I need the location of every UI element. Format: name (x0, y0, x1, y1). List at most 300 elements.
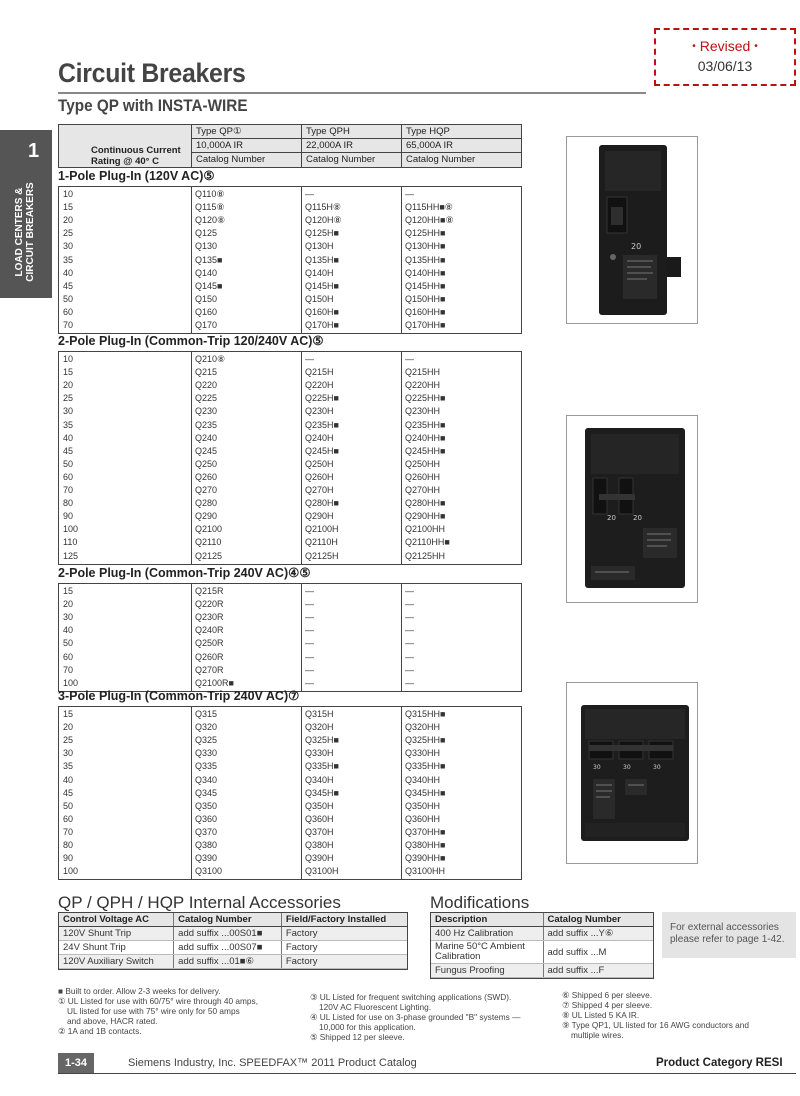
footer-category: Product Category RESI (656, 1057, 783, 1069)
catalog-number-cell: Q230R (195, 612, 224, 623)
catalog-number-cell: Q245 (195, 445, 218, 456)
catalog-number-cell: Q140HH■ (405, 267, 446, 278)
amp-rating-cell: 50 (63, 293, 74, 304)
catalog-number-cell: Q3100H (305, 866, 339, 877)
catalog-number-cell: Q250H (305, 458, 334, 469)
catalog-number-cell: — (305, 354, 314, 364)
table-row (59, 651, 521, 664)
catalog-number-cell: Q240H (305, 432, 334, 443)
catalog-number-cell: Q250 (195, 458, 218, 469)
amp-rating-cell: 90 (63, 853, 74, 864)
catalog-number-cell: Q290H (305, 511, 334, 522)
catalog-number-cell: — (305, 189, 314, 199)
catalog-number-cell: Q130HH■ (405, 241, 446, 252)
amp-rating-cell: 30 (63, 406, 74, 417)
table-row (59, 214, 521, 227)
catalog-number-cell: Q335H■ (305, 761, 339, 772)
acc-cell: add suffix ...00S01■ (174, 927, 282, 941)
catalog-number-cell: Q335 (195, 761, 218, 772)
catalog-number-cell: Q150HH■ (405, 293, 446, 304)
mod-cell: 400 Hz Calibration (431, 927, 543, 941)
catalog-number-cell: Q220 (195, 380, 218, 391)
table-row (59, 708, 521, 721)
footnote: ② 1A and 1B contacts. (58, 1026, 142, 1036)
amp-rating-cell: 110 (63, 537, 78, 548)
catalog-number-cell: Q215HH (405, 367, 441, 378)
catalog-number-cell: Q135■ (195, 254, 223, 265)
catalog-number-cell: Q160 (195, 306, 218, 317)
mod-cell: add suffix ...F (543, 964, 653, 978)
catalog-number-cell: Q135H■ (305, 254, 339, 265)
table-row (431, 927, 653, 941)
catalog-number-cell: Q325H■ (305, 735, 339, 746)
table-row (59, 664, 521, 677)
mod-header-description: Description (431, 913, 543, 927)
catalog-number-cell: Q220R (195, 599, 224, 610)
catalog-number-cell: Q115⑧ (195, 202, 225, 213)
catalog-number-cell: Q220H (305, 380, 334, 391)
catalog-number-cell: Q340HH (405, 774, 441, 785)
catalog-number-cell: Q150H (305, 293, 334, 304)
header-type-qp: Type QP① (196, 126, 242, 137)
catalog-number-cell: Q270H (305, 485, 334, 495)
catalog-number-cell: Q250R (195, 638, 224, 649)
two-pole-breaker-image (566, 415, 698, 603)
breaker-table (58, 186, 522, 334)
side-tab-text (2, 168, 48, 296)
header-type-qph: Type QPH (306, 126, 350, 137)
page-title: Circuit Breakers (58, 58, 246, 88)
footnote: and above, HACR rated. (67, 1016, 158, 1026)
catalog-number-cell: Q290HH■ (405, 511, 446, 522)
one-pole-rating-label: 20 (631, 242, 642, 251)
table-row (59, 188, 521, 201)
amp-rating-cell: 80 (63, 840, 74, 850)
table-row (59, 800, 521, 813)
catalog-number-cell: Q140 (195, 267, 218, 278)
amp-rating-cell: 60 (63, 651, 74, 662)
two-pole-rating-label-a: 20 (607, 514, 616, 522)
catalog-number-cell: Q250HH (405, 458, 441, 469)
footnote: ① UL Listed for use with 60/75° wire through 40 amps, (58, 996, 258, 1006)
catalog-number-cell: — (405, 586, 414, 596)
table-row (59, 585, 521, 598)
catalog-number-cell: Q245H■ (305, 445, 339, 456)
table-row (59, 774, 521, 787)
catalog-number-cell: Q330 (195, 748, 218, 759)
catalog-number-cell: Q2100H (305, 524, 339, 535)
table-row (59, 484, 521, 497)
amp-rating-cell: 50 (63, 458, 74, 469)
table-row (59, 353, 521, 366)
catalog-number-cell: Q350HH (405, 800, 441, 811)
catalog-number-cell: Q230HH (405, 406, 441, 417)
section-title: 2-Pole Plug-In (Common-Trip 240V AC)④⑤ (58, 566, 311, 580)
catalog-number-cell: Q160H■ (305, 306, 339, 317)
amp-rating-cell: 45 (63, 280, 74, 291)
table-row (431, 941, 653, 964)
table-row (59, 747, 521, 760)
table-row (59, 254, 521, 267)
amp-rating-cell: 10 (63, 354, 74, 364)
amp-rating-cell: 100 (63, 677, 79, 688)
section-title: 3-Pole Plug-In (Common-Trip 240V AC)⑦ (58, 689, 300, 703)
amp-rating-cell: 10 (63, 189, 74, 199)
table-row (59, 366, 521, 379)
catalog-number-cell: — (405, 638, 414, 649)
catalog-number-cell: Q380HH■ (405, 840, 446, 850)
table-row (59, 826, 521, 839)
footnote: 120V AC Fluorescent Lighting. (319, 1002, 432, 1012)
amp-rating-cell: 35 (63, 761, 74, 772)
amp-rating-cell: 20 (63, 722, 74, 733)
amp-rating-cell: 125 (63, 550, 79, 561)
amp-rating-cell: 40 (63, 625, 74, 636)
amp-rating-cell: 35 (63, 419, 74, 430)
catalog-number-cell: Q2110 (195, 537, 222, 548)
catalog-number-cell: Q320H (305, 722, 334, 733)
breaker-table (58, 706, 522, 880)
footnote: ③ UL Listed for frequent switching applications (SWD). (310, 992, 512, 1002)
mod-cell: add suffix ...M (543, 941, 653, 964)
catalog-number-cell: Q240HH■ (405, 432, 446, 443)
table-row (59, 445, 521, 458)
footnote: ⑧ UL Listed 5 KA IR. (562, 1010, 640, 1020)
catalog-number-cell: Q290 (195, 511, 218, 522)
side-tab-number: 1 (28, 140, 40, 162)
acc-cell: 24V Shunt Trip (59, 941, 174, 955)
amp-rating-cell: 90 (63, 511, 74, 522)
catalog-number-cell: Q260 (195, 471, 218, 482)
amp-rating-cell: 30 (63, 612, 74, 623)
acc-cell: Factory (281, 927, 407, 941)
mod-cell: Marine 50°C Ambient Calibration (431, 941, 543, 964)
amp-rating-cell: 100 (63, 524, 79, 535)
table-row (59, 624, 521, 637)
catalog-number-cell: Q135HH■ (405, 254, 446, 265)
amp-rating-cell: 60 (63, 471, 74, 482)
footnotes-col2 (310, 992, 540, 1042)
catalog-number-cell: Q370HH■ (405, 826, 446, 837)
amp-rating-cell: 40 (63, 432, 74, 443)
footnote: 10,000 for this application. (319, 1022, 416, 1032)
catalog-number-cell: — (305, 677, 314, 688)
acc-cell: 120V Auxiliary Switch (59, 955, 174, 969)
header-current-label: Continuous Current (91, 145, 181, 156)
catalog-number-cell: — (405, 189, 414, 199)
table-row (59, 471, 521, 484)
section-title: 2-Pole Plug-In (Common-Trip 120/240V AC)⑤ (58, 334, 324, 348)
catalog-number-cell: Q235H■ (305, 419, 339, 430)
catalog-number-cell: Q145■ (195, 280, 223, 291)
catalog-number-cell: Q270R (195, 664, 224, 675)
amp-rating-cell: 40 (63, 267, 74, 278)
amp-rating-cell: 25 (63, 228, 74, 239)
acc-cell: add suffix ...00S07■ (174, 941, 282, 955)
table-row (59, 611, 521, 624)
table-row (59, 734, 521, 747)
catalog-number-cell: — (305, 664, 314, 675)
catalog-number-cell: Q210⑧ (195, 354, 226, 364)
catalog-number-cell: Q360 (195, 813, 218, 824)
modifications-table (430, 912, 654, 979)
table-row (59, 419, 521, 432)
catalog-number-cell: Q125H■ (305, 228, 339, 239)
table-row (59, 955, 407, 969)
side-tab-line1: LOAD CENTERS & (14, 187, 25, 277)
stamp-label: Revised (699, 38, 751, 54)
catalog-number-cell: — (305, 612, 314, 623)
three-pole-rating-label-c: 30 (653, 764, 661, 771)
catalog-number-cell: Q280H■ (305, 498, 339, 509)
table-row (59, 787, 521, 800)
table-row (59, 392, 521, 405)
catalog-number-cell: Q220HH (405, 380, 441, 391)
table-row (59, 865, 521, 878)
header-rating-label: Rating @ 40° C (91, 156, 159, 167)
table-row (59, 306, 521, 319)
table-row (59, 405, 521, 418)
page-number: 1-34 (58, 1053, 94, 1073)
catalog-number-cell: Q360HH (405, 813, 441, 824)
footnote: ■ Built to order. Allow 2-3 weeks for delivery. (58, 986, 221, 996)
header-catalog-qp: Catalog Number (196, 154, 266, 165)
table-row (59, 941, 407, 955)
catalog-number-cell: Q330HH (405, 748, 441, 759)
catalog-number-cell: Q345 (195, 787, 218, 798)
catalog-number-cell: Q170HH■ (405, 320, 446, 330)
amp-rating-cell: 70 (63, 320, 74, 330)
catalog-number-cell: Q2100HH (405, 524, 446, 535)
amp-rating-cell: 70 (63, 826, 74, 837)
catalog-number-cell: Q170 (195, 320, 218, 330)
catalog-number-cell: Q390 (195, 853, 218, 864)
stamp-dot: • (692, 41, 696, 52)
stamp-date: 03/06/13 (697, 58, 753, 74)
table-row (59, 240, 521, 253)
table-row (59, 852, 521, 865)
catalog-number-cell: Q325 (195, 735, 218, 746)
catalog-number-cell: — (305, 638, 314, 649)
amp-rating-cell: 15 (63, 586, 74, 596)
table-row (59, 536, 521, 549)
amp-rating-cell: 45 (63, 787, 74, 798)
acc-cell: add suffix ...01■⑥ (174, 955, 282, 969)
amp-rating-cell: 15 (63, 709, 74, 719)
catalog-number-cell: Q350 (195, 800, 218, 811)
footnote: ④ UL Listed for use on 3-phase grounded "B" systems — (310, 1012, 521, 1022)
mod-cell: Fungus Proofing (431, 964, 543, 978)
amp-rating-cell: 100 (63, 866, 79, 877)
table-row (59, 813, 521, 826)
acc-cell: Factory (281, 941, 407, 955)
header-catalog-hqp: Catalog Number (406, 154, 476, 165)
table-row (59, 293, 521, 306)
catalog-number-cell: Q125 (195, 228, 218, 239)
catalog-number-cell: Q315H (305, 709, 334, 719)
amp-rating-cell: 60 (63, 306, 74, 317)
catalog-number-cell: Q235 (195, 419, 218, 430)
catalog-number-cell: Q335HH■ (405, 761, 446, 772)
catalog-number-cell: Q115H⑧ (305, 202, 341, 213)
table-row (431, 964, 653, 978)
footnote: ⑨ Type QP1, UL listed for 16 AWG conductors and (562, 1020, 749, 1030)
table-row (59, 510, 521, 523)
catalog-number-cell: Q235HH■ (405, 419, 446, 430)
table-row (59, 497, 521, 510)
catalog-number-cell: Q3100HH (405, 866, 446, 877)
one-pole-breaker-image (566, 136, 698, 324)
amp-rating-cell: 20 (63, 599, 74, 610)
table-row (59, 458, 521, 471)
page-subtitle: Type QP with INSTA-WIRE (58, 96, 248, 115)
amp-rating-cell: 15 (63, 367, 74, 378)
catalog-number-cell: Q230 (195, 406, 218, 417)
catalog-number-cell: Q115HH■⑧ (405, 202, 453, 213)
header-type-hqp: Type HQP (406, 126, 450, 137)
catalog-number-cell: Q340H (305, 774, 334, 785)
amp-rating-cell: 20 (63, 215, 74, 226)
catalog-number-cell: Q360H (305, 813, 334, 824)
footnotes-col1 (58, 986, 298, 1036)
table-row (59, 227, 521, 240)
acc-cell: Factory (281, 955, 407, 969)
catalog-number-cell: — (405, 612, 414, 623)
amp-rating-cell: 50 (63, 638, 74, 649)
mod-cell: add suffix ...Y⑥ (543, 927, 653, 941)
catalog-number-cell: Q320HH (405, 722, 441, 733)
table-row (59, 319, 521, 332)
catalog-number-cell: Q225HH■ (405, 393, 446, 404)
catalog-number-cell: Q245HH■ (405, 445, 446, 456)
table-row (59, 379, 521, 392)
footer-rule (58, 1073, 796, 1074)
table-row (59, 432, 521, 445)
table-header (58, 124, 522, 168)
catalog-number-cell: Q130H (305, 241, 334, 252)
table-row (59, 523, 521, 536)
footnote: multiple wires. (571, 1030, 624, 1040)
catalog-number-cell: — (405, 625, 414, 636)
footnote: ⑦ Shipped 4 per sleeve. (562, 1000, 653, 1010)
catalog-number-cell: Q380 (195, 840, 218, 850)
amp-rating-cell: 30 (63, 748, 74, 759)
three-pole-rating-label-a: 30 (593, 764, 601, 771)
footnotes-col3 (562, 990, 798, 1040)
catalog-number-cell: Q240 (195, 432, 218, 443)
catalog-number-cell: Q2100 (195, 524, 223, 535)
catalog-number-cell: Q240R (195, 625, 224, 636)
table-row (59, 839, 521, 852)
catalog-number-cell: — (405, 677, 414, 688)
acc-header-voltage: Control Voltage AC (59, 913, 174, 927)
catalog-number-cell: Q2125HH (405, 550, 446, 561)
footer-catalog: Siemens Industry, Inc. SPEEDFAX™ 2011 Product Catalog (128, 1057, 417, 1069)
catalog-number-cell: Q170H■ (305, 320, 339, 330)
catalog-number-cell: Q315HH■ (405, 709, 446, 719)
title-rule (58, 92, 646, 94)
revised-stamp (654, 28, 796, 86)
catalog-number-cell: Q2110H (305, 537, 338, 548)
external-accessories-note: For external accessories please refer to page 1-42. (662, 912, 796, 958)
catalog-number-cell: Q110⑧ (195, 189, 225, 199)
catalog-number-cell: Q120⑧ (195, 215, 226, 226)
catalog-number-cell: — (305, 599, 314, 610)
catalog-number-cell: Q350H (305, 800, 334, 811)
table-row (59, 267, 521, 280)
catalog-number-cell: Q2100R■ (195, 677, 234, 688)
amp-rating-cell: 35 (63, 254, 74, 265)
amp-rating-cell: 70 (63, 485, 74, 495)
catalog-number-cell: Q270HH (405, 485, 441, 495)
catalog-number-cell: Q225 (195, 393, 218, 404)
catalog-number-cell: Q215R (195, 586, 224, 596)
catalog-number-cell: Q150 (195, 293, 218, 304)
accessories-table (58, 912, 408, 970)
catalog-number-cell: Q140H (305, 267, 334, 278)
catalog-number-cell: Q325HH■ (405, 735, 446, 746)
catalog-number-cell: Q315 (195, 709, 218, 719)
three-pole-breaker-image (566, 682, 698, 864)
catalog-number-cell: Q380H (305, 840, 334, 850)
amp-rating-cell: 15 (63, 202, 74, 213)
catalog-number-cell: Q3100 (195, 866, 223, 877)
breaker-table (58, 583, 522, 692)
catalog-number-cell: Q160HH■ (405, 306, 446, 317)
amp-rating-cell: 50 (63, 800, 74, 811)
section-title: 1-Pole Plug-In (120V AC)⑤ (58, 169, 215, 183)
footnote: ⑥ Shipped 6 per sleeve. (562, 990, 653, 1000)
catalog-number-cell: Q230H (305, 406, 334, 417)
side-tab-line2: CIRCUIT BREAKERS (25, 182, 36, 282)
catalog-number-cell: Q2110HH■ (405, 537, 450, 548)
header-catalog-qph: Catalog Number (306, 154, 376, 165)
header-ir-qph: 22,000A IR (306, 140, 354, 151)
two-pole-rating-label-b: 20 (633, 514, 642, 522)
catalog-number-cell: Q330H (305, 748, 334, 759)
catalog-number-cell: — (405, 599, 414, 610)
table-row (59, 760, 521, 773)
table-row (59, 280, 521, 293)
catalog-number-cell: Q345HH■ (405, 787, 446, 798)
breaker-table (58, 351, 522, 565)
acc-header-catalog: Catalog Number (174, 913, 282, 927)
footnote: ⑤ Shipped 12 per sleeve. (310, 1032, 405, 1042)
amp-rating-cell: 70 (63, 664, 74, 675)
catalog-number-cell: — (405, 354, 414, 364)
catalog-number-cell: Q345H■ (305, 787, 339, 798)
acc-header-installed: Field/Factory Installed (281, 913, 407, 927)
catalog-number-cell: Q390H (305, 853, 334, 864)
catalog-number-cell: Q260HH (405, 471, 441, 482)
catalog-number-cell: Q2125H (305, 550, 339, 561)
catalog-number-cell: Q280HH■ (405, 498, 446, 509)
catalog-number-cell: Q270 (195, 485, 218, 495)
table-row (59, 598, 521, 611)
catalog-number-cell: Q120HH■⑧ (405, 215, 454, 226)
catalog-number-cell: Q340 (195, 774, 218, 785)
catalog-number-cell: Q260H (305, 471, 334, 482)
amp-rating-cell: 80 (63, 498, 74, 509)
amp-rating-cell: 30 (63, 241, 74, 252)
table-row (59, 721, 521, 734)
catalog-number-cell: Q130 (195, 241, 218, 252)
catalog-number-cell: Q370H (305, 826, 334, 837)
catalog-number-cell: — (405, 651, 414, 662)
amp-rating-cell: 60 (63, 813, 74, 824)
table-row (59, 201, 521, 214)
modifications-title: Modifications (430, 893, 530, 912)
